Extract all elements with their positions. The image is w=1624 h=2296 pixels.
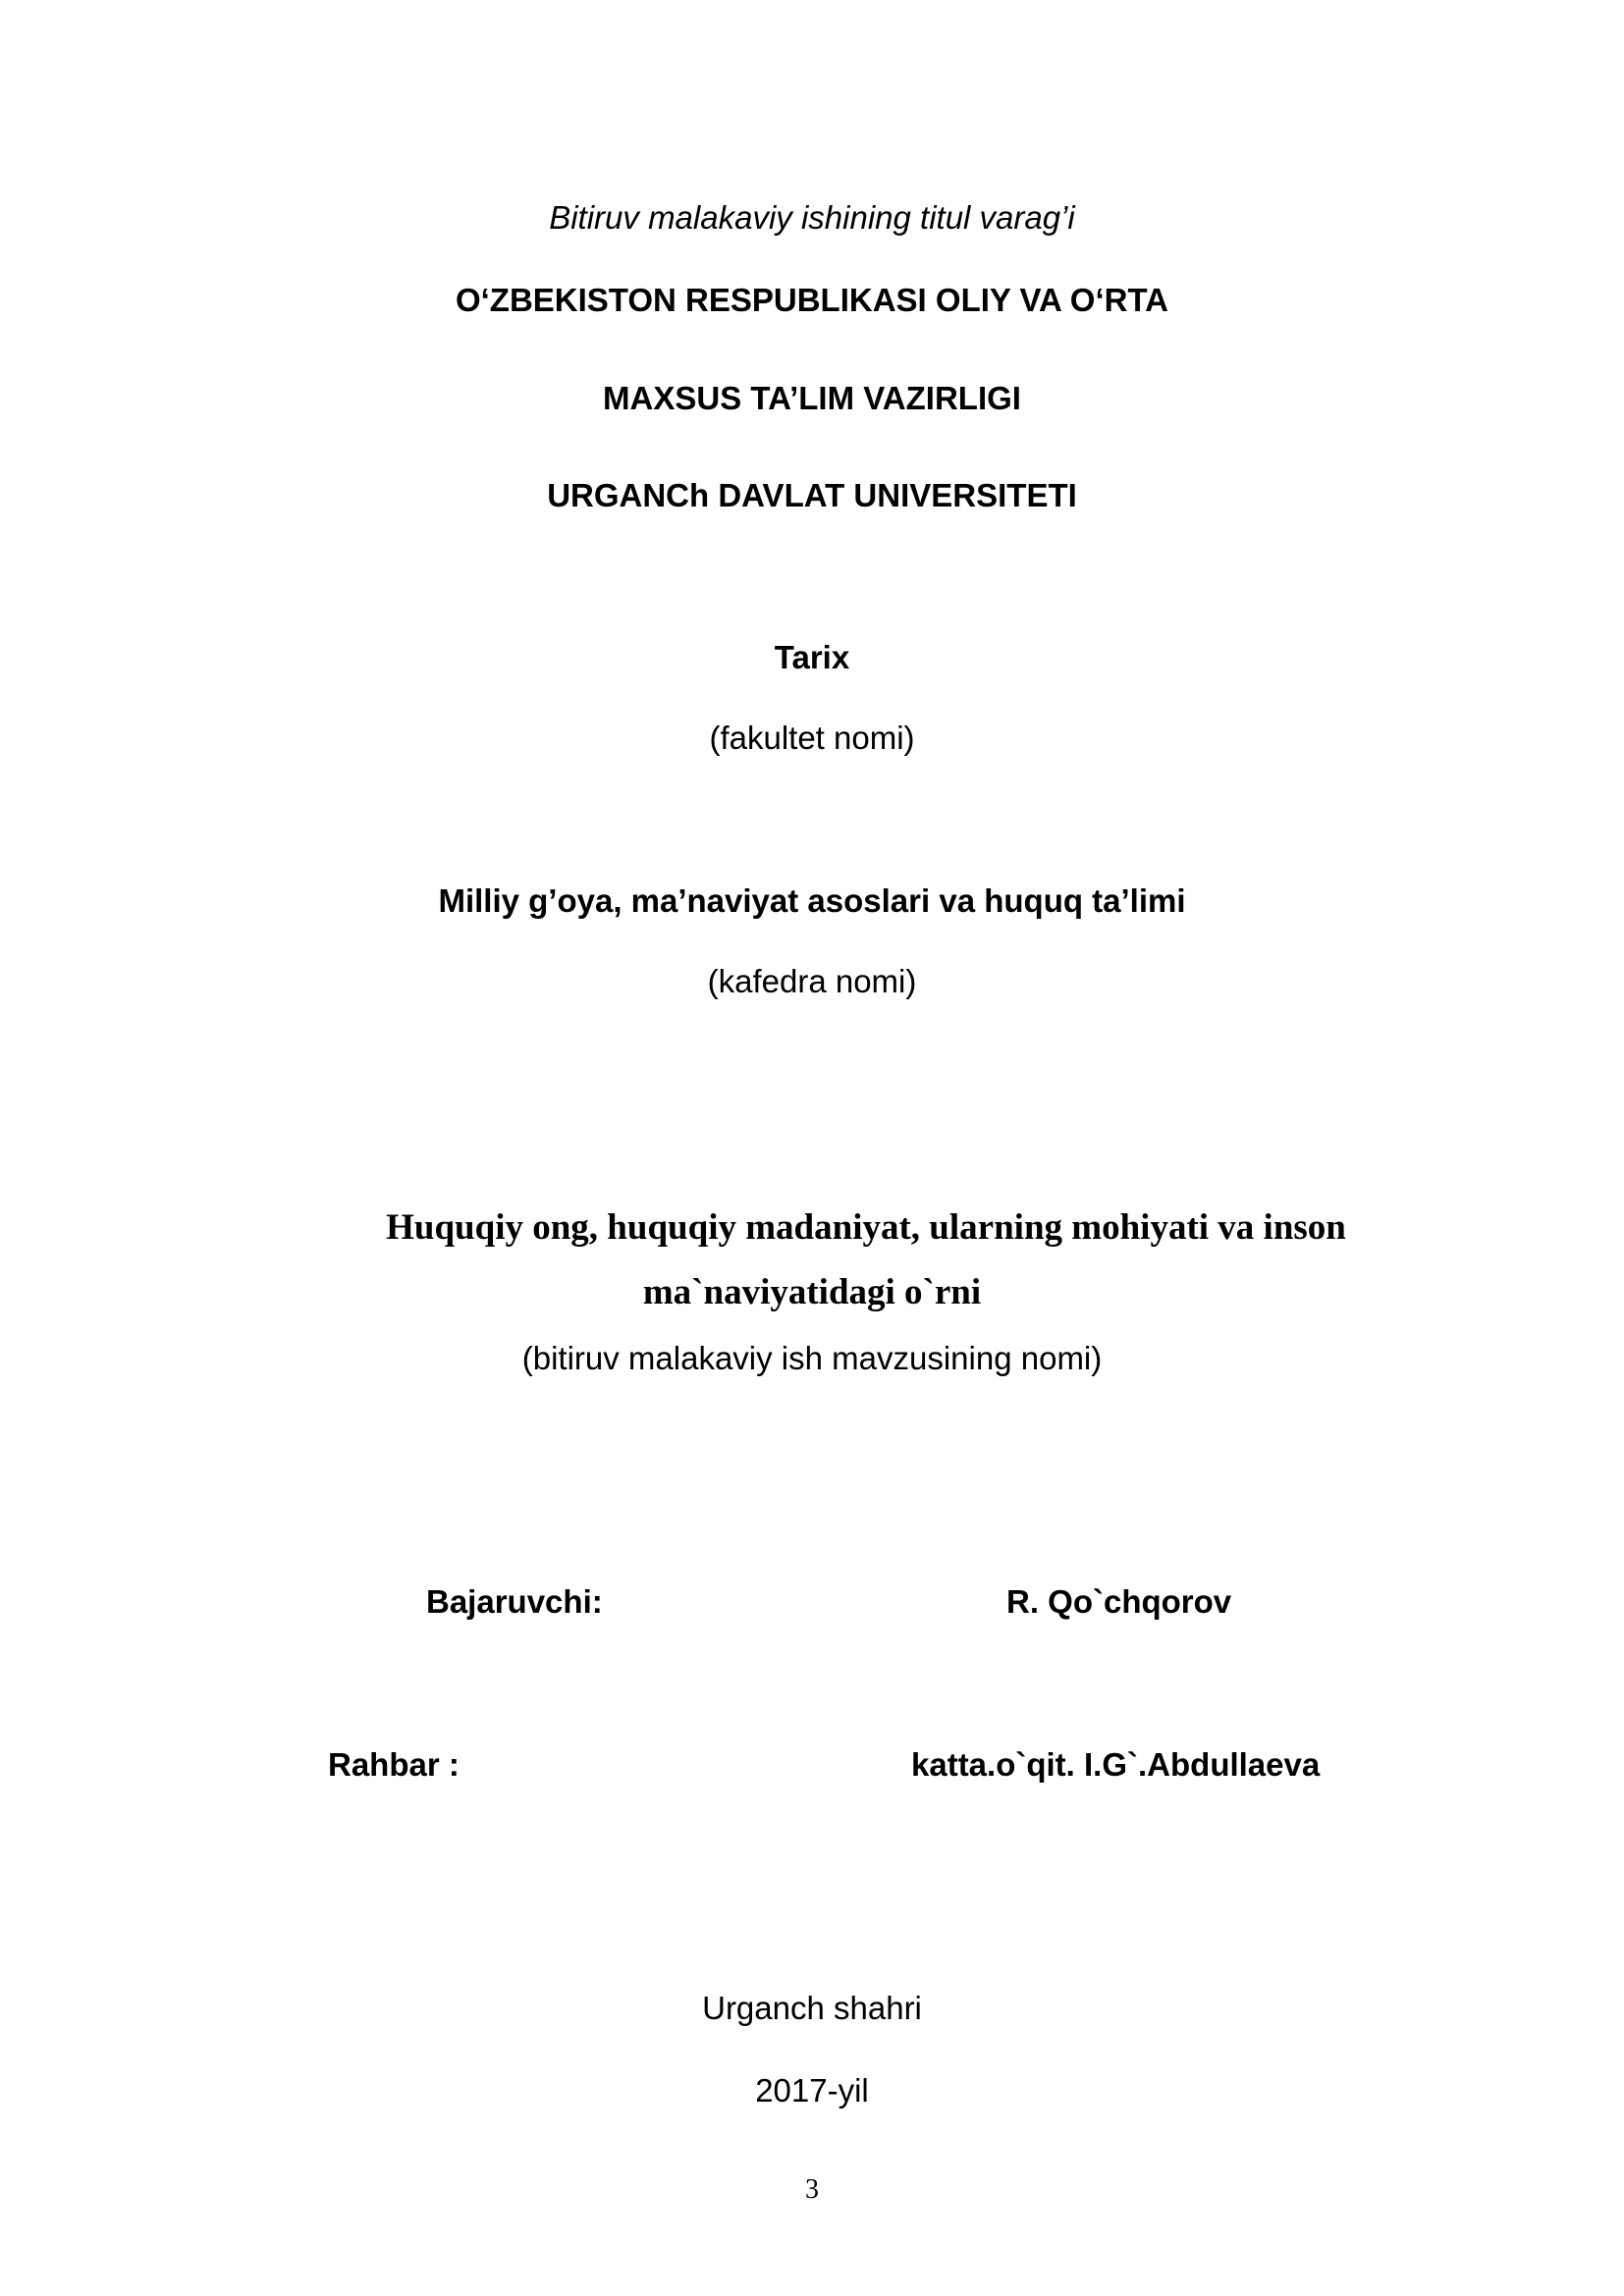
- performer-name: R. Qo`chqorov: [1006, 1583, 1232, 1620]
- ministry-line-2: MAXSUS TA’LIM VAZIRLIGI: [603, 380, 1021, 416]
- title-page-caption: Bitiruv malakaviy ishining titul varag’i: [549, 199, 1075, 236]
- department-caption: (kafedra nomi): [707, 963, 917, 999]
- faculty-name: Tarix: [774, 639, 850, 675]
- department-name: Milliy g’oya, ma’naviyat asoslari va huquq ta’limi: [438, 882, 1186, 919]
- thesis-title-line-2: ma`naviyatidagi o`rni: [642, 1272, 982, 1312]
- page-number: 3: [805, 2174, 819, 2205]
- thesis-title-line-1: Huquqiy ong, huquqiy madaniyat, ularning mohiyati va inson: [386, 1207, 1346, 1248]
- university-name: URGANCh DAVLAT UNIVERSITETI: [547, 477, 1077, 513]
- thesis-caption: (bitiruv malakaviy ish mavzusining nomi): [521, 1340, 1103, 1376]
- ministry-line-1: O‘ZBEKISTON RESPUBLIKASI OLIY VA O‘RTA: [455, 282, 1169, 318]
- performer-label: Bajaruvchi:: [426, 1583, 603, 1620]
- supervisor-label: Rahbar :: [328, 1746, 460, 1783]
- supervisor-name: katta.o`qit. I.G`.Abdullaeva: [911, 1746, 1321, 1783]
- city-name: Urganch shahri: [702, 1990, 922, 2026]
- faculty-caption: (fakultet nomi): [709, 720, 915, 756]
- year: 2017-yil: [755, 2072, 869, 2109]
